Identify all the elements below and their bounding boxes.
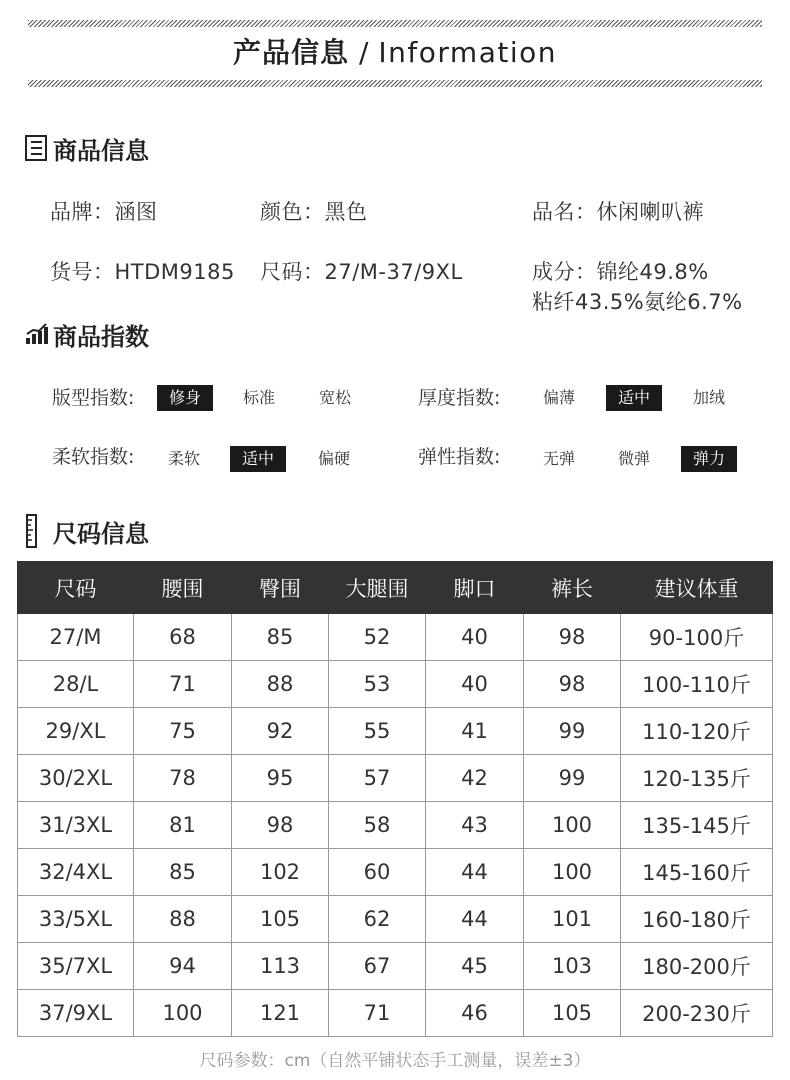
product-info-heading-text: 商品信息: [53, 136, 149, 165]
table-cell: 67: [329, 943, 426, 990]
table-cell: 30/2XL: [18, 755, 134, 802]
index-elasticity-option-stretch: 弹力: [681, 446, 737, 472]
size-table: [17, 561, 773, 1037]
table-cell: 53: [329, 661, 426, 708]
column-header-waist: 腰围: [134, 562, 232, 614]
column-header-weight: 建议体重: [621, 562, 773, 614]
table-cell: 100: [524, 849, 621, 896]
table-cell: 44: [426, 896, 524, 943]
table-cell: 88: [134, 896, 232, 943]
table-cell: 110-120斤: [621, 708, 773, 755]
table-cell: 105: [232, 896, 329, 943]
table-cell: 28/L: [18, 661, 134, 708]
table-cell: 101: [524, 896, 621, 943]
table-cell: 120-135斤: [621, 755, 773, 802]
index-thickness-option-fleece: 加绒: [692, 388, 725, 407]
ruler-icon: [25, 516, 51, 546]
index-fit-option-standard: 标准: [242, 388, 275, 407]
index-softness-option-stiff: 偏硬: [317, 449, 350, 468]
product-index-heading-text: 商品指数: [53, 322, 149, 351]
page-title-slash: /: [358, 36, 369, 69]
table-cell: 100: [134, 990, 232, 1037]
index-fit-option-loose: 宽松: [318, 388, 351, 407]
table-cell: 90-100斤: [621, 614, 773, 661]
table-cell: 40: [426, 661, 524, 708]
table-cell: 135-145斤: [621, 802, 773, 849]
info-color: 颜色：黑色: [260, 200, 368, 224]
table-cell: 95: [232, 755, 329, 802]
table-cell: 81: [134, 802, 232, 849]
table-cell: 98: [232, 802, 329, 849]
table-cell: 98: [524, 661, 621, 708]
table-cell: 99: [524, 755, 621, 802]
size-info-heading-text: 尺码信息: [53, 519, 149, 548]
table-cell: 62: [329, 896, 426, 943]
index-fit-option-slim: 修身: [157, 385, 213, 411]
table-cell: 102: [232, 849, 329, 896]
info-name: 品名：休闲喇叭裤: [532, 200, 704, 224]
header-top-divider: [28, 20, 762, 27]
table-cell: 121: [232, 990, 329, 1037]
table-cell: 35/7XL: [18, 943, 134, 990]
info-brand: 品牌：涵图: [50, 200, 158, 224]
table-cell: 88: [232, 661, 329, 708]
table-cell: 60: [329, 849, 426, 896]
table-row: [18, 614, 773, 661]
table-row: [18, 661, 773, 708]
table-cell: 55: [329, 708, 426, 755]
index-softness-option-soft: 柔软: [167, 449, 200, 468]
page-title-en: Information: [378, 36, 558, 69]
table-row: [18, 708, 773, 755]
table-cell: 29/XL: [18, 708, 134, 755]
table-cell: 32/4XL: [18, 849, 134, 896]
table-cell: 33/5XL: [18, 896, 134, 943]
table-cell: 92: [232, 708, 329, 755]
table-cell: 180-200斤: [621, 943, 773, 990]
table-cell: 71: [329, 990, 426, 1037]
table-cell: 40: [426, 614, 524, 661]
column-header-hip: 臀围: [232, 562, 329, 614]
table-cell: 160-180斤: [621, 896, 773, 943]
table-cell: 45: [426, 943, 524, 990]
table-cell: 78: [134, 755, 232, 802]
table-row: [18, 943, 773, 990]
table-cell: 27/M: [18, 614, 134, 661]
page-title: [0, 30, 790, 76]
product-index-heading: [25, 316, 149, 352]
index-elasticity-label: 弹性指数:: [418, 446, 501, 468]
table-cell: 57: [329, 755, 426, 802]
table-cell: 46: [426, 990, 524, 1037]
table-row: [18, 990, 773, 1037]
table-cell: 44: [426, 849, 524, 896]
index-elasticity-option-none: 无弹: [542, 449, 575, 468]
table-cell: 52: [329, 614, 426, 661]
table-cell: 98: [524, 614, 621, 661]
page-title-zh: 产品信息: [232, 36, 349, 69]
table-cell: 94: [134, 943, 232, 990]
column-header-size: 尺码: [18, 562, 134, 614]
table-cell: 41: [426, 708, 524, 755]
table-cell: 43: [426, 802, 524, 849]
header-bottom-divider: [28, 80, 762, 87]
size-info-heading: [25, 513, 149, 549]
column-header-thigh: 大腿围: [329, 562, 426, 614]
table-cell: 113: [232, 943, 329, 990]
table-cell: 58: [329, 802, 426, 849]
info-sku: 货号：HTDM9185: [50, 260, 235, 284]
table-cell: 75: [134, 708, 232, 755]
table-row: [18, 802, 773, 849]
table-cell: 103: [524, 943, 621, 990]
info-size: 尺码：27/M-37/9XL: [260, 260, 463, 284]
index-thickness-option-medium: 适中: [606, 385, 662, 411]
table-cell: 85: [134, 849, 232, 896]
table-cell: 37/9XL: [18, 990, 134, 1037]
index-fit-label: 版型指数:: [52, 387, 135, 409]
table-cell: 200-230斤: [621, 990, 773, 1037]
product-info-heading: [25, 130, 149, 166]
info-material-line1: 成分：锦纶49.8%: [532, 260, 709, 284]
table-cell: 145-160斤: [621, 849, 773, 896]
table-row: [18, 896, 773, 943]
table-cell: 100: [524, 802, 621, 849]
size-footnote: 尺码参数：cm（自然平铺状态手工测量，误差±3）: [199, 1051, 591, 1071]
table-cell: 31/3XL: [18, 802, 134, 849]
index-softness-option-medium: 适中: [230, 446, 286, 472]
table-row: [18, 755, 773, 802]
column-header-length: 裤长: [524, 562, 621, 614]
table-cell: 68: [134, 614, 232, 661]
index-elasticity-option-slight: 微弹: [617, 449, 650, 468]
bar-chart-trend-icon: [25, 319, 51, 349]
index-softness-label: 柔软指数:: [52, 446, 135, 468]
table-cell: 99: [524, 708, 621, 755]
table-cell: 42: [426, 755, 524, 802]
index-thickness-option-thin: 偏薄: [542, 388, 575, 407]
table-cell: 71: [134, 661, 232, 708]
column-header-hem: 脚口: [426, 562, 524, 614]
table-cell: 105: [524, 990, 621, 1037]
table-cell: 85: [232, 614, 329, 661]
size-table-header-row: [18, 562, 773, 614]
document-list-icon: [25, 133, 51, 163]
table-row: [18, 849, 773, 896]
info-material-line2: 粘纤43.5%氨纶6.7%: [532, 290, 743, 314]
table-cell: 100-110斤: [621, 661, 773, 708]
index-thickness-label: 厚度指数:: [418, 387, 501, 409]
